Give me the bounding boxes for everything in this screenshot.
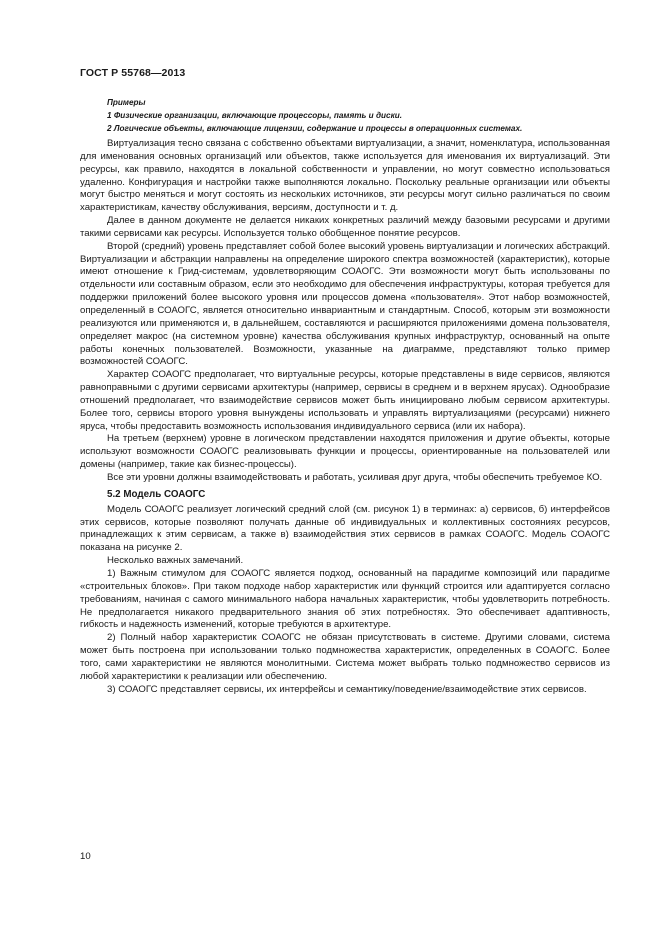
example-item: 2 Логические объекты, включающие лицензии, содержание и процессы в операционных системах. — [107, 124, 523, 133]
examples-title: Примеры — [107, 98, 146, 107]
paragraph: Все эти уровни должны взаимодействовать и работать, усиливая друг друга, чтобы обеспечить требуемое КО. — [107, 471, 603, 483]
examples-note — [107, 96, 607, 135]
paragraph: Модель СОАОГС реализует логический средний слой (см. рисунок 1) в терминах: а) сервисов, б) интерфейсов этих сервисов, которые позволяют получать данные об индивидуальных и коллективных состояниях ресурсов, принадлежащих к этим сервисам, а также в) взаимодействия этих сервисов в рамках СОАОГС. Модель СОАОГС показана на рисунке 2. — [80, 503, 610, 554]
document-body — [80, 138, 610, 696]
page-number: 10 — [80, 851, 91, 862]
paragraph: 3) СОАОГС представляет сервисы, их интерфейсы и семантику/поведение/взаимодействие этих сервисов. — [107, 683, 587, 695]
document-header: ГОСТ Р 55768—2013 — [80, 67, 186, 79]
example-item: 1 Физические организации, включающие процессоры, память и диски. — [107, 111, 402, 120]
paragraph: Далее в данном документе не делается никаких конкретных различий между базовыми ресурсами и другими такими сервисами как ресурсы. Используется только обобщенное понятие ресурсов. — [80, 215, 610, 239]
paragraph: Несколько важных замечаний. — [107, 555, 244, 567]
paragraph: Виртуализация тесно связана с собственно объектами виртуализации, а значит, номенклатура, использованная для именования основных организаций или объектов, также используется для именования их виртуализаций. Эти ресурсы, как правило, находятся в локальной собственности и управлении, но могут совместно использоваться удаленно. Конфигурация и настройки также выполняются локально. Поскольку реальные организации или объекты могут быстро меняться и могут состоять из нескольких источников, эти ресурсы могут сильно различаться по своим характеристикам, качеству обслуживания, версиям, доступности и т. д. — [80, 138, 610, 214]
paragraph: Характер СОАОГС предполагает, что виртуальные ресурсы, которые представлены в виде сервисов, являются равноправными с другими сервисами архитектуры (например, сервисы в среднем и в верхнем ярусах). Однообразие отношений предполагает, что взаимодействие сервисов может быть инициировано любым сервисом архитектуры. Более того, сервисы второго уровня вынуждены использовать и управлять виртуализациями (ресурсами) нижнего яруса, чтобы предоставить возможность использования индивидуального сервиса (или их набора). — [80, 369, 610, 432]
paragraph: 2) Полный набор характеристик СОАОГС не обязан присутствовать в системе. Другими словами, система может быть построена при использовании только подмножества характеристик, определенных в СОАОГС. Более того, сами характеристики не являются монолитными. Система может выбрать только подмножество сервисов из любой характеристики к реализации или обеспечению. — [80, 632, 610, 682]
paragraph: На третьем (верхнем) уровне в логическом представлении находятся приложения и другие объекты, которые используют возможности СОАОГС реализовывать функции и процессы, ориентированные на пользователей или домены (например, такие как бизнес-процессы). — [80, 433, 610, 471]
paragraph: Второй (средний) уровень представляет собой более высокий уровень виртуализации и логических абстракций. Виртуализации и абстракции направлены на определение широкого спектра возможностей (характеристик), которые имеют отношение к Грид-системам, удовлетворяющим СОАОГС. Эти возможности могут быть использованы по отдельности или составным образом, если это необходимо для обеспечения инфраструктуры, которая требуется для поддержки приложений более высокого уровня или процессов домена «пользователя». Этот набор возможностей, определенный в СОАОГС, является относительно инвариантным и стандартным. Способ, которым эти возможности реализуются или применяются и, в дальнейшем, составляются и расширяются приложениями домена пользователя, определяет макрос (на системном уровне) качества обслуживания крупных инфраструктур, основанный на опыте работы конечных пользователей. Возможности, указанные на диаграмме, представляют только пример возможностей СОАОГС. — [80, 240, 610, 368]
section-heading: 5.2 Модель СОАОГС — [107, 488, 206, 500]
paragraph: 1) Важным стимулом для СОАОГС является подход, основанный на парадигме композиций или парадигме «строительных блоков». При таком подходе набор характеристик или функций строится или адаптируется согласно требованиям, начиная с самого минимального набора начальных характеристик, чтобы удовлетворить потребность. Не предполагается никакого предварительного знания об этих потребностях. Это обеспечивает адаптивность, гибкость и надежность изменений, которые требуются в архитектуре. — [80, 568, 610, 631]
